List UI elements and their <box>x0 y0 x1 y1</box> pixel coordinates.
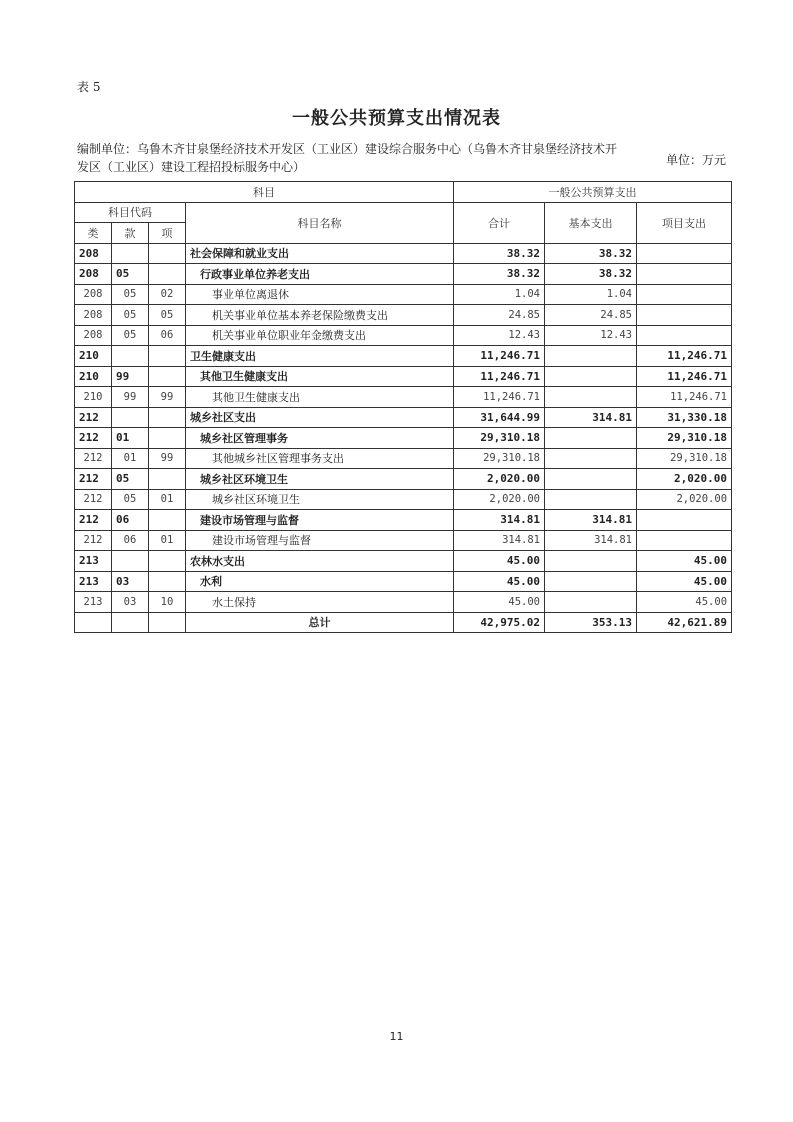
cell-basic <box>545 448 637 469</box>
cell-basic <box>545 469 637 490</box>
cell-total: 1.04 <box>454 284 545 305</box>
cell-basic: 314.81 <box>545 407 637 428</box>
cell-lei: 213 <box>75 551 112 572</box>
table-row <box>75 366 732 387</box>
header-row-1 <box>75 182 732 203</box>
header-name: 科目名称 <box>186 202 454 243</box>
cell-name: 农林水支出 <box>186 551 454 572</box>
table-row <box>75 428 732 449</box>
header-total: 合计 <box>454 202 545 243</box>
budget-table <box>74 181 732 633</box>
cell-kuan: 05 <box>112 325 149 346</box>
cell-total: 11,246.71 <box>454 387 545 408</box>
cell-xiang <box>149 469 186 490</box>
cell-lei: 212 <box>75 407 112 428</box>
cell-project: 2,020.00 <box>637 469 732 490</box>
cell-name: 行政事业单位养老支出 <box>186 264 454 285</box>
cell-empty <box>149 612 186 633</box>
cell-xiang <box>149 428 186 449</box>
cell-project <box>637 530 732 551</box>
cell-lei: 212 <box>75 489 112 510</box>
cell-lei: 212 <box>75 510 112 531</box>
cell-name: 水土保持 <box>186 592 454 613</box>
cell-total: 38.32 <box>454 243 545 264</box>
cell-total: 31,644.99 <box>454 407 545 428</box>
cell-kuan: 03 <box>112 571 149 592</box>
cell-basic: 314.81 <box>545 510 637 531</box>
header-xiang: 项 <box>149 223 186 244</box>
cell-lei: 208 <box>75 284 112 305</box>
cell-project: 2,020.00 <box>637 489 732 510</box>
cell-name: 城乡社区环境卫生 <box>186 489 454 510</box>
cell-xiang: 01 <box>149 489 186 510</box>
cell-total: 11,246.71 <box>454 366 545 387</box>
total-basic: 353.13 <box>545 612 637 633</box>
cell-kuan: 05 <box>112 469 149 490</box>
cell-name: 水利 <box>186 571 454 592</box>
cell-name: 城乡社区环境卫生 <box>186 469 454 490</box>
cell-lei: 208 <box>75 243 112 264</box>
cell-name: 机关事业单位基本养老保险缴费支出 <box>186 305 454 326</box>
cell-project <box>637 264 732 285</box>
cell-kuan: 05 <box>112 264 149 285</box>
cell-lei: 213 <box>75 571 112 592</box>
grand-total-row <box>75 612 732 633</box>
cell-name: 卫生健康支出 <box>186 346 454 367</box>
cell-project: 31,330.18 <box>637 407 732 428</box>
cell-kuan: 05 <box>112 284 149 305</box>
header-row-2 <box>75 202 732 223</box>
compiling-unit: 编制单位：乌鲁木齐甘泉堡经济技术开发区（工业区）建设综合服务中心（乌鲁木齐甘泉堡经济技术开发区（工业区）建设工程招投标服务中心） <box>77 142 618 174</box>
cell-kuan: 03 <box>112 592 149 613</box>
table-row <box>75 305 732 326</box>
cell-total: 314.81 <box>454 530 545 551</box>
cell-project: 11,246.71 <box>637 387 732 408</box>
table-row <box>75 243 732 264</box>
cell-xiang <box>149 510 186 531</box>
cell-xiang <box>149 571 186 592</box>
cell-name: 机关事业单位职业年金缴费支出 <box>186 325 454 346</box>
table-row <box>75 264 732 285</box>
cell-project <box>637 243 732 264</box>
page-number: 11 <box>389 1030 404 1043</box>
cell-kuan <box>112 551 149 572</box>
cell-lei: 210 <box>75 387 112 408</box>
cell-name: 城乡社区支出 <box>186 407 454 428</box>
cell-empty <box>112 612 149 633</box>
cell-xiang: 10 <box>149 592 186 613</box>
cell-kuan <box>112 243 149 264</box>
cell-total: 45.00 <box>454 551 545 572</box>
cell-kuan: 01 <box>112 428 149 449</box>
cell-xiang: 06 <box>149 325 186 346</box>
table-row <box>75 469 732 490</box>
cell-project <box>637 325 732 346</box>
cell-xiang: 05 <box>149 305 186 326</box>
cell-total: 29,310.18 <box>454 428 545 449</box>
cell-basic: 38.32 <box>545 264 637 285</box>
cell-lei: 208 <box>75 325 112 346</box>
cell-project: 45.00 <box>637 551 732 572</box>
cell-kuan: 06 <box>112 530 149 551</box>
header-code: 科目代码 <box>75 202 186 223</box>
table-row <box>75 448 732 469</box>
cell-kuan: 99 <box>112 366 149 387</box>
cell-total: 12.43 <box>454 325 545 346</box>
cell-basic <box>545 571 637 592</box>
cell-lei: 212 <box>75 448 112 469</box>
cell-kuan <box>112 346 149 367</box>
cell-total: 11,246.71 <box>454 346 545 367</box>
page-title: 一般公共预算支出情况表 <box>292 108 501 129</box>
cell-basic <box>545 366 637 387</box>
table-row <box>75 346 732 367</box>
cell-total: 2,020.00 <box>454 489 545 510</box>
cell-name: 其他卫生健康支出 <box>186 366 454 387</box>
cell-name: 建设市场管理与监督 <box>186 530 454 551</box>
table-row <box>75 387 732 408</box>
cell-name: 事业单位离退休 <box>186 284 454 305</box>
cell-lei: 212 <box>75 469 112 490</box>
cell-lei: 208 <box>75 305 112 326</box>
total-project: 42,621.89 <box>637 612 732 633</box>
cell-total: 24.85 <box>454 305 545 326</box>
header-lei: 类 <box>75 223 112 244</box>
cell-total: 38.32 <box>454 264 545 285</box>
cell-project: 45.00 <box>637 571 732 592</box>
total-sum: 42,975.02 <box>454 612 545 633</box>
cell-kuan <box>112 407 149 428</box>
cell-project: 29,310.18 <box>637 428 732 449</box>
cell-xiang: 01 <box>149 530 186 551</box>
cell-project: 11,246.71 <box>637 366 732 387</box>
cell-lei: 213 <box>75 592 112 613</box>
cell-name: 建设市场管理与监督 <box>186 510 454 531</box>
cell-name: 城乡社区管理事务 <box>186 428 454 449</box>
table-row <box>75 571 732 592</box>
cell-total: 45.00 <box>454 571 545 592</box>
table-row <box>75 489 732 510</box>
cell-project: 45.00 <box>637 592 732 613</box>
cell-xiang <box>149 407 186 428</box>
cell-basic <box>545 387 637 408</box>
total-label: 总计 <box>186 612 454 633</box>
cell-xiang <box>149 366 186 387</box>
cell-lei: 212 <box>75 428 112 449</box>
table-row <box>75 530 732 551</box>
cell-total: 29,310.18 <box>454 448 545 469</box>
cell-xiang <box>149 264 186 285</box>
cell-name: 社会保障和就业支出 <box>186 243 454 264</box>
cell-xiang <box>149 551 186 572</box>
cell-name: 其他卫生健康支出 <box>186 387 454 408</box>
cell-project <box>637 510 732 531</box>
cell-lei: 210 <box>75 366 112 387</box>
cell-lei: 212 <box>75 530 112 551</box>
cell-xiang: 99 <box>149 387 186 408</box>
cell-kuan: 99 <box>112 387 149 408</box>
cell-xiang: 99 <box>149 448 186 469</box>
header-budget: 一般公共预算支出 <box>454 182 732 203</box>
cell-basic: 314.81 <box>545 530 637 551</box>
cell-project: 11,246.71 <box>637 346 732 367</box>
cell-basic: 12.43 <box>545 325 637 346</box>
cell-basic <box>545 592 637 613</box>
cell-kuan: 06 <box>112 510 149 531</box>
cell-total: 2,020.00 <box>454 469 545 490</box>
cell-basic: 1.04 <box>545 284 637 305</box>
cell-basic <box>545 489 637 510</box>
cell-empty <box>75 612 112 633</box>
cell-basic: 24.85 <box>545 305 637 326</box>
table-row <box>75 284 732 305</box>
cell-kuan: 01 <box>112 448 149 469</box>
header-subject: 科目 <box>75 182 454 203</box>
cell-project <box>637 284 732 305</box>
cell-lei: 210 <box>75 346 112 367</box>
cell-basic <box>545 346 637 367</box>
cell-lei: 208 <box>75 264 112 285</box>
cell-kuan: 05 <box>112 489 149 510</box>
table-row <box>75 407 732 428</box>
cell-total: 45.00 <box>454 592 545 613</box>
header-kuan: 款 <box>112 223 149 244</box>
header-basic: 基本支出 <box>545 202 637 243</box>
cell-project: 29,310.18 <box>637 448 732 469</box>
table-row <box>75 325 732 346</box>
cell-xiang: 02 <box>149 284 186 305</box>
cell-basic <box>545 428 637 449</box>
table-row <box>75 592 732 613</box>
cell-basic <box>545 551 637 572</box>
header-project: 项目支出 <box>637 202 732 243</box>
cell-basic: 38.32 <box>545 243 637 264</box>
cell-xiang <box>149 346 186 367</box>
cell-name: 其他城乡社区管理事务支出 <box>186 448 454 469</box>
cell-total: 314.81 <box>454 510 545 531</box>
currency-unit: 单位：万元 <box>666 153 727 167</box>
table-row <box>75 510 732 531</box>
cell-kuan: 05 <box>112 305 149 326</box>
cell-xiang <box>149 243 186 264</box>
table-row <box>75 551 732 572</box>
cell-project <box>637 305 732 326</box>
table-number: 表 5 <box>77 80 101 94</box>
